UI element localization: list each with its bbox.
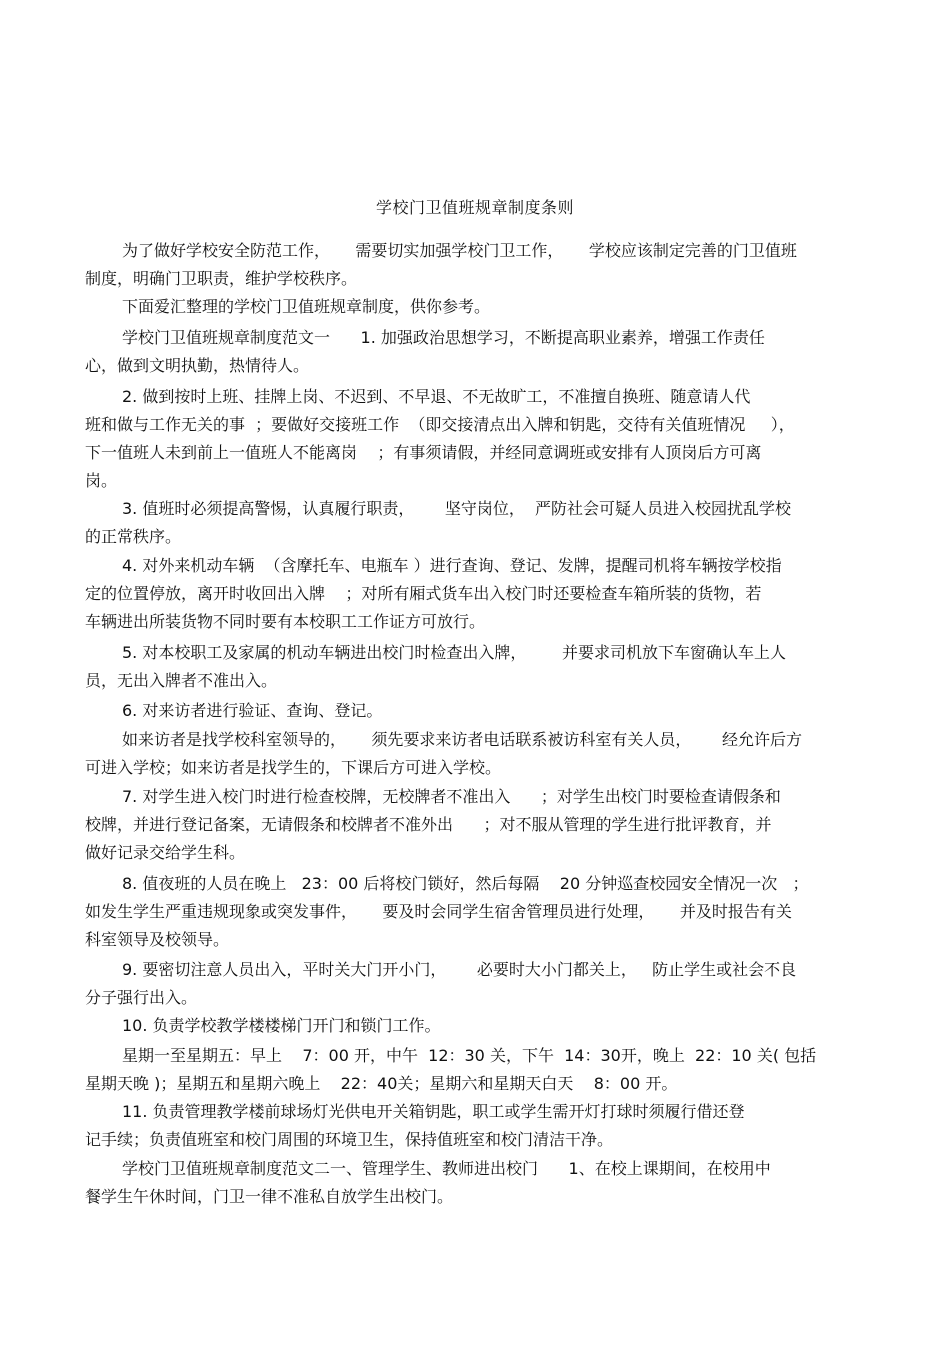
paragraph-line: 班和做与工作无关的事 ；要做好交接班工作 （即交接清点出入牌和钥匙，交待有关值班情况 ），	[85, 415, 795, 434]
paragraph-line: 餐学生午休时间，门卫一律不准私自放学生出校门。	[85, 1187, 454, 1206]
paragraph-line: 10. 负责学校教学楼楼梯门开门和锁门工作。	[122, 1016, 441, 1035]
paragraph-line: 星期一至星期五：早上 7：00 开，中午 12：30 关，下午 14：30开，晚上 22：10 关( 包括	[122, 1046, 817, 1065]
paragraph-line: 如来访者是找学校科室领导的， 须先要求来访者电话联系被访科室有关人员， 经允许后方	[122, 730, 802, 749]
paragraph-line: 2. 做到按时上班、挂牌上岗、不迟到、不早退、不无故旷工，不准擅自换班、随意请人代	[122, 387, 751, 406]
paragraph-line: 9. 要密切注意人员出入，平时关大门开小门， 必要时大小门都关上， 防止学生或社会不良	[122, 960, 797, 979]
paragraph-line: 做好记录交给学生科。	[85, 843, 246, 862]
paragraph-line: 4. 对外来机动车辆 （含摩托车、电瓶车 ）进行查询、登记、发牌，提醒司机将车辆按学校指	[122, 556, 782, 575]
paragraph-line: 8. 值夜班的人员在晚上 23：00 后将校门锁好，然后每隔 20 分钟巡查校园安全情况一次 ；	[122, 874, 809, 893]
paragraph-line: 分子强行出入。	[85, 988, 198, 1007]
paragraph-line: 科室领导及校领导。	[85, 930, 230, 949]
paragraph-line: 11. 负责管理教学楼前球场灯光供电开关箱钥匙，职工或学生需开灯打球时须履行借还登	[122, 1102, 745, 1121]
paragraph-line: 车辆进出所装货物不同时要有本校职工工作证方可放行。	[85, 612, 486, 631]
paragraph-line: 7. 对学生进入校门时进行检查校牌，无校牌者不准出入 ；对学生出校门时要检查请假条和	[122, 787, 781, 806]
paragraph-line: 心，做到文明执勤，热情待人。	[85, 356, 310, 375]
paragraph-line: 下一值班人未到前上一值班人不能离岗 ；有事须请假，并经同意调班或安排有人顶岗后方可离	[85, 443, 762, 462]
paragraph-line: 岗。	[85, 471, 118, 490]
paragraph-line: 为了做好学校安全防范工作， 需要切实加强学校门卫工作， 学校应该制定完善的门卫值班	[122, 241, 797, 260]
paragraph-line: 下面爱汇整理的学校门卫值班规章制度，供你参考。	[122, 297, 491, 316]
paragraph-line: 记手续；负责值班室和校门周围的环境卫生，保持值班室和校门清洁干净。	[85, 1130, 614, 1149]
paragraph-line: 学校门卫值班规章制度范文二一、管理学生、教师进出校门 1、在校上课期间，在校用中	[122, 1159, 771, 1178]
paragraph-line: 员，无出入牌者不准出入。	[85, 671, 278, 690]
paragraph-line: 如发生学生严重违规现象或突发事件， 要及时会同学生宿舍管理员进行处理， 并及时报告有关	[85, 902, 792, 921]
paragraph-line: 可进入学校；如来访者是找学生的，下课后方可进入学校。	[85, 758, 502, 777]
paragraph-line: 3. 值班时必须提高警惕，认真履行职责， 坚守岗位， 严防社会可疑人员进入校园扰乱学校	[122, 499, 792, 518]
paragraph-line: 定的位置停放，离开时收回出入牌 ；对所有厢式货车出入校门时还要检查车箱所装的货物，若	[85, 584, 762, 603]
document-title: 学校门卫值班规章制度条则	[375, 198, 574, 217]
paragraph-line: 的正常秩序。	[85, 527, 182, 546]
paragraph-line: 6. 对来访者进行验证、查询、登记。	[122, 701, 383, 720]
paragraph-line: 制度，明确门卫职责，维护学校秩序。	[85, 269, 358, 288]
paragraph-line: 学校门卫值班规章制度范文一 1. 加强政治思想学习，不断提高职业素养，增强工作责任	[122, 328, 765, 347]
paragraph-line: 5. 对本校职工及家属的机动车辆进出校门时检查出入牌， 并要求司机放下车窗确认车上人	[122, 643, 786, 662]
paragraph-line: 校牌，并进行登记备案，无请假条和校牌者不准外出 ；对不服从管理的学生进行批评教育，并	[85, 815, 772, 834]
paragraph-line: 星期天晚 )；星期五和星期六晚上 22：40关；星期六和星期天白天 8：00 开。	[85, 1074, 678, 1093]
